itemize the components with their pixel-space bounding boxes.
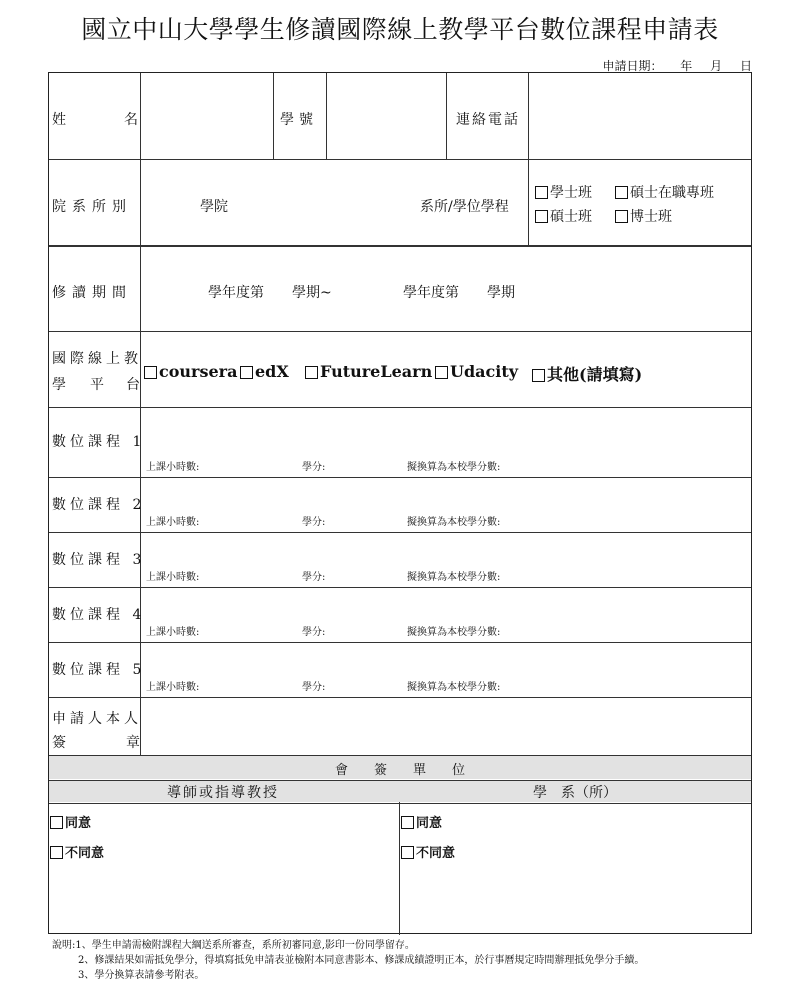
checkbox-icon xyxy=(50,846,63,859)
advisor-agree[interactable]: 同意 xyxy=(50,812,91,831)
signature-label-a: 簽 xyxy=(52,735,74,751)
checkbox-icon xyxy=(435,366,448,379)
department-agree[interactable]: 同意 xyxy=(401,812,442,831)
name-label-b: 名 xyxy=(124,112,146,128)
student-id-label: 學號 xyxy=(280,112,318,128)
checkbox-icon xyxy=(50,816,63,829)
checkbox-icon xyxy=(535,210,548,223)
course-convert[interactable]: 擬換算為本校學分數: xyxy=(407,682,501,693)
apply-date-label: 申請日期： xyxy=(602,59,663,73)
course-credits[interactable]: 學分: xyxy=(302,517,326,528)
note-1: 說明:1、學生申請需檢附課程大綱送系所審查，系所初審同意,影印一份同學留存。 xyxy=(52,940,415,951)
course-credits[interactable]: 學分: xyxy=(302,462,326,473)
course-hours[interactable]: 上課小時數: xyxy=(146,682,200,693)
course-label: 數位課程 5 xyxy=(52,662,146,678)
checkbox-icon xyxy=(615,210,628,223)
platform-coursera[interactable]: coursera xyxy=(144,362,237,381)
course-label: 數位課程 4 xyxy=(52,607,146,623)
dept-label: 院系所別 xyxy=(52,199,132,215)
signature-field[interactable] xyxy=(144,700,750,752)
platform-futurelearn[interactable]: FutureLearn xyxy=(305,362,432,381)
period-to[interactable]: 學年度第 學期 xyxy=(403,285,515,301)
course-convert[interactable]: 擬換算為本校學分數: xyxy=(407,627,501,638)
course-hours[interactable]: 上課小時數: xyxy=(146,462,200,473)
course-convert[interactable]: 擬換算為本校學分數: xyxy=(407,572,501,583)
signature-label-b: 章 xyxy=(126,735,148,751)
checkbox-icon xyxy=(401,846,414,859)
course-label: 數位課程 2 xyxy=(52,497,146,513)
dept-program-label: 系所/學位學程 xyxy=(420,199,509,215)
checkbox-icon xyxy=(535,186,548,199)
degree-phd[interactable]: 博士班 xyxy=(615,206,672,226)
period-label: 修讀期間 xyxy=(52,285,132,301)
checkbox-icon xyxy=(532,369,545,382)
course-convert[interactable]: 擬換算為本校學分數: xyxy=(407,462,501,473)
checkbox-icon xyxy=(615,186,628,199)
department-disagree[interactable]: 不同意 xyxy=(401,842,455,861)
apply-date-day: 日 xyxy=(739,59,752,73)
course-hours[interactable]: 上課小時數: xyxy=(146,627,200,638)
apply-date-month: 月 xyxy=(710,59,723,73)
course-convert[interactable]: 擬換算為本校學分數: xyxy=(407,517,501,528)
phone-label: 連絡電話 xyxy=(456,112,520,128)
platform-label-c: 台 xyxy=(126,377,148,393)
checkbox-icon xyxy=(240,366,253,379)
period-from[interactable]: 學年度第 學期~ xyxy=(208,285,332,301)
checkbox-icon xyxy=(144,366,157,379)
platform-label-b: 平 xyxy=(90,377,112,393)
college-label: 學院 xyxy=(200,199,228,215)
signature-label-line1: 申請人本人 xyxy=(52,711,142,727)
countersign-header: 會 簽 單 位 xyxy=(334,763,465,778)
course-label: 數位課程 3 xyxy=(52,552,146,568)
degree-emba[interactable]: 碩士在職專班 xyxy=(615,182,714,202)
student-id-field[interactable] xyxy=(328,90,442,156)
platform-edx[interactable]: edX xyxy=(240,362,289,381)
course-credits[interactable]: 學分: xyxy=(302,572,326,583)
platform-label-a: 學 xyxy=(52,377,74,393)
course-credits[interactable]: 學分: xyxy=(302,682,326,693)
apply-date-year: 年 xyxy=(680,59,693,73)
platform-label-line1: 國際線上教 xyxy=(52,351,142,367)
note-3: 3、學分換算表請參考附表。 xyxy=(78,970,205,981)
note-2: 2、修課結果如需抵免學分，得填寫抵免申請表並檢附本同意書影本、修課成績證明正本，於行事曆規定時間辦理抵免學分手續。 xyxy=(78,955,645,966)
course-credits[interactable]: 學分: xyxy=(302,627,326,638)
advisor-header: 導師或指導教授 xyxy=(167,785,279,801)
department-header: 學 系（所） xyxy=(533,785,617,801)
course-label: 數位課程 1 xyxy=(52,434,146,450)
notes xyxy=(52,938,644,983)
phone-field[interactable] xyxy=(530,90,748,156)
platform-other[interactable]: 其他(請填寫) xyxy=(532,362,642,385)
course-hours[interactable]: 上課小時數: xyxy=(146,572,200,583)
checkbox-icon xyxy=(305,366,318,379)
platform-udacity[interactable]: Udacity xyxy=(435,362,518,381)
advisor-disagree[interactable]: 不同意 xyxy=(50,842,104,861)
degree-bachelor[interactable]: 學士班 xyxy=(535,182,592,202)
name-field[interactable] xyxy=(188,90,270,156)
checkbox-icon xyxy=(401,816,414,829)
course-hours[interactable]: 上課小時數: xyxy=(146,517,200,528)
form-title: 國立中山大學學生修讀國際線上教學平台數位課程申請表 xyxy=(81,15,719,44)
degree-master[interactable]: 碩士班 xyxy=(535,206,592,226)
name-label-a: 姓 xyxy=(52,112,74,128)
